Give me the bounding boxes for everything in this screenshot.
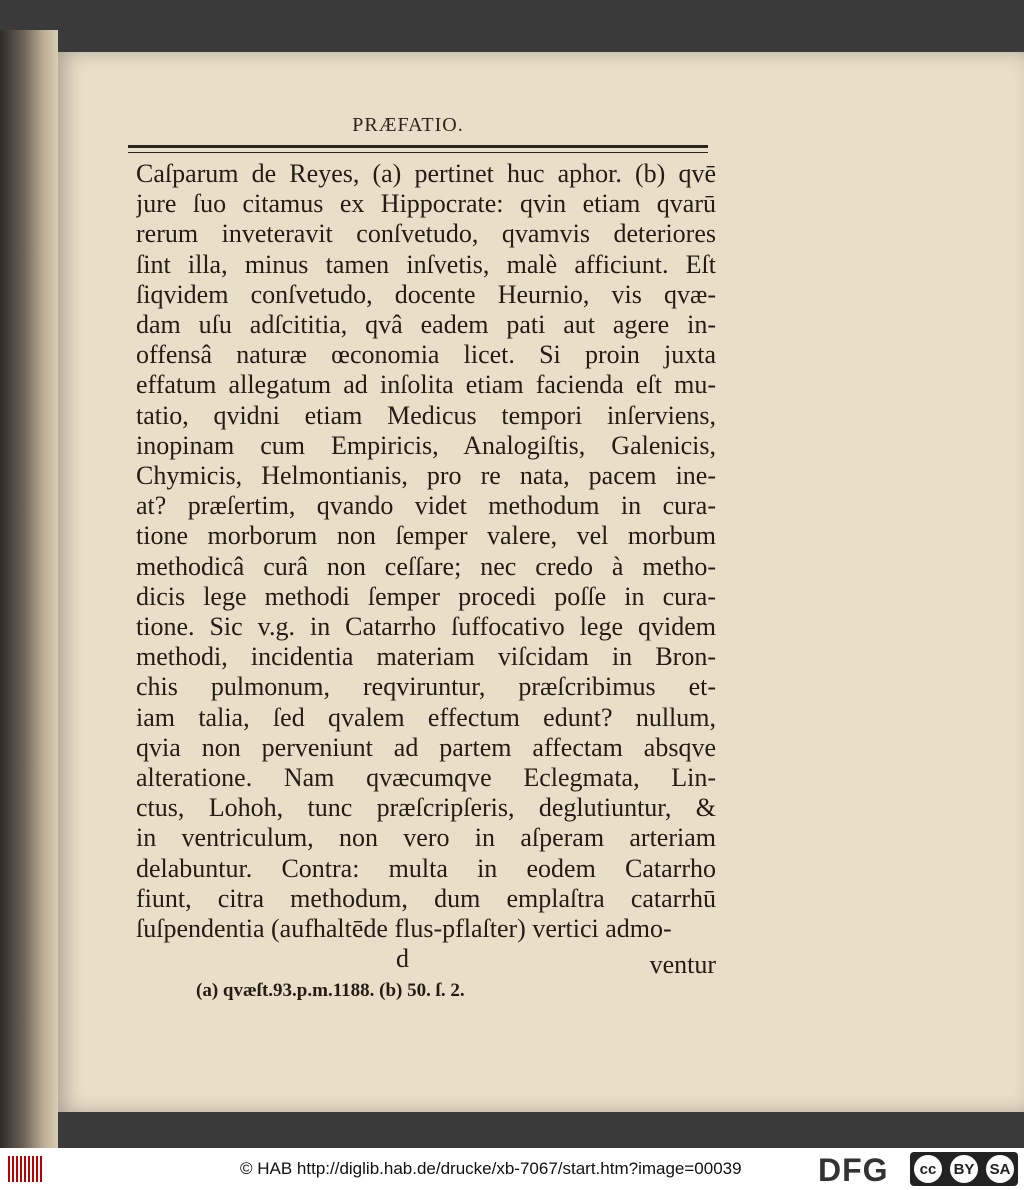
text-line: alteratione. Nam qvæcumqve Eclegmata, Lin- xyxy=(136,763,716,793)
text-line: fiunt, citra methodum, dum emplaſtra catarrhū xyxy=(136,883,716,913)
text-line: tatio, qvidni etiam Medicus tempori inſerviens, xyxy=(136,400,716,430)
text-line: ſuſpendentia (aufhaltēde flus-pflaſter) vertici admo- xyxy=(136,914,672,944)
header-rule xyxy=(128,145,708,153)
page-content xyxy=(98,114,716,1002)
text-line: tione morborum non ſemper valere, vel morbum xyxy=(136,521,716,551)
sa-icon: SA xyxy=(986,1155,1014,1183)
text-line: delabuntur. Contra: multa in eodem Catarrho xyxy=(136,853,716,883)
catchword: ventur xyxy=(649,950,716,980)
text-line: jure ſuo citamus ex Hippocrate: qvin etiam qvarū xyxy=(136,189,716,219)
source-credit[interactable]: © HAB http://diglib.hab.de/drucke/xb-7067/start.htm?image=00039 xyxy=(240,1159,742,1178)
text-line: offensâ naturæ œconomia licet. Si proin juxta xyxy=(136,340,716,370)
dfg-logo[interactable]: DFG xyxy=(818,1152,889,1188)
scanned-page xyxy=(58,52,1024,1112)
footnote: (a) qvæſt.93.p.m.1188. (b) 50. ſ. 2. xyxy=(196,980,465,1002)
text-line: Chymicis, Helmontianis, pro re nata, pacem ine- xyxy=(136,461,716,491)
text-line: methodicâ curâ non ceſſare; nec credo à metho- xyxy=(136,551,716,581)
by-icon: BY xyxy=(950,1155,978,1183)
text-line: dicis lege methodi ſemper procedi poſſe in cura- xyxy=(136,581,716,611)
viewer-footer xyxy=(0,1148,1024,1190)
text-line: chis pulmonum, reqviruntur, præſcribimus et- xyxy=(136,672,716,702)
signature-mark: d xyxy=(396,944,409,974)
text-line: Caſparum de Reyes, (a) pertinet huc aphor. (b) qvē xyxy=(136,159,716,188)
cc-icon: cc xyxy=(914,1155,942,1183)
text-line: ctus, Lohoh, tunc præſcripſeris, deglutiuntur, & xyxy=(136,793,716,823)
barcode-icon xyxy=(8,1156,44,1182)
text-line: tione. Sic v.g. in Catarrho ſuffocativo lege qvidem xyxy=(136,612,716,642)
text-line: at? præſertim, qvando videt methodum in cura- xyxy=(136,491,716,521)
cc-license-badge[interactable] xyxy=(910,1152,1018,1186)
text-line: ſint illa, minus tamen inſvetis, malè afficiunt. Eſt xyxy=(136,249,716,279)
book-edge xyxy=(0,30,58,1148)
text-line: dam uſu adſcititia, qvâ eadem pati aut agere in- xyxy=(136,310,716,340)
text-line: ſiqvidem conſvetudo, docente Heurnio, vis qvæ- xyxy=(136,279,716,309)
text-line: inopinam cum Empiricis, Analogiſtis, Galenicis, xyxy=(136,430,716,460)
text-line: effatum allegatum ad inſolita etiam facienda eſt mu- xyxy=(136,370,716,400)
body-text xyxy=(136,159,716,944)
text-line: rerum inveteravit conſvetudo, qvamvis deteriores xyxy=(136,219,716,249)
text-line: qvia non perveniunt ad partem affectam absqve xyxy=(136,732,716,762)
signature-row xyxy=(136,944,716,980)
text-line: methodi, incidentia materiam viſcidam in Bron- xyxy=(136,642,716,672)
running-header: PRÆFATIO. xyxy=(352,114,464,136)
text-line: iam talia, ſed qvalem effectum edunt? nullum, xyxy=(136,702,716,732)
text-line: in ventriculum, non vero in aſperam arteriam xyxy=(136,823,716,853)
